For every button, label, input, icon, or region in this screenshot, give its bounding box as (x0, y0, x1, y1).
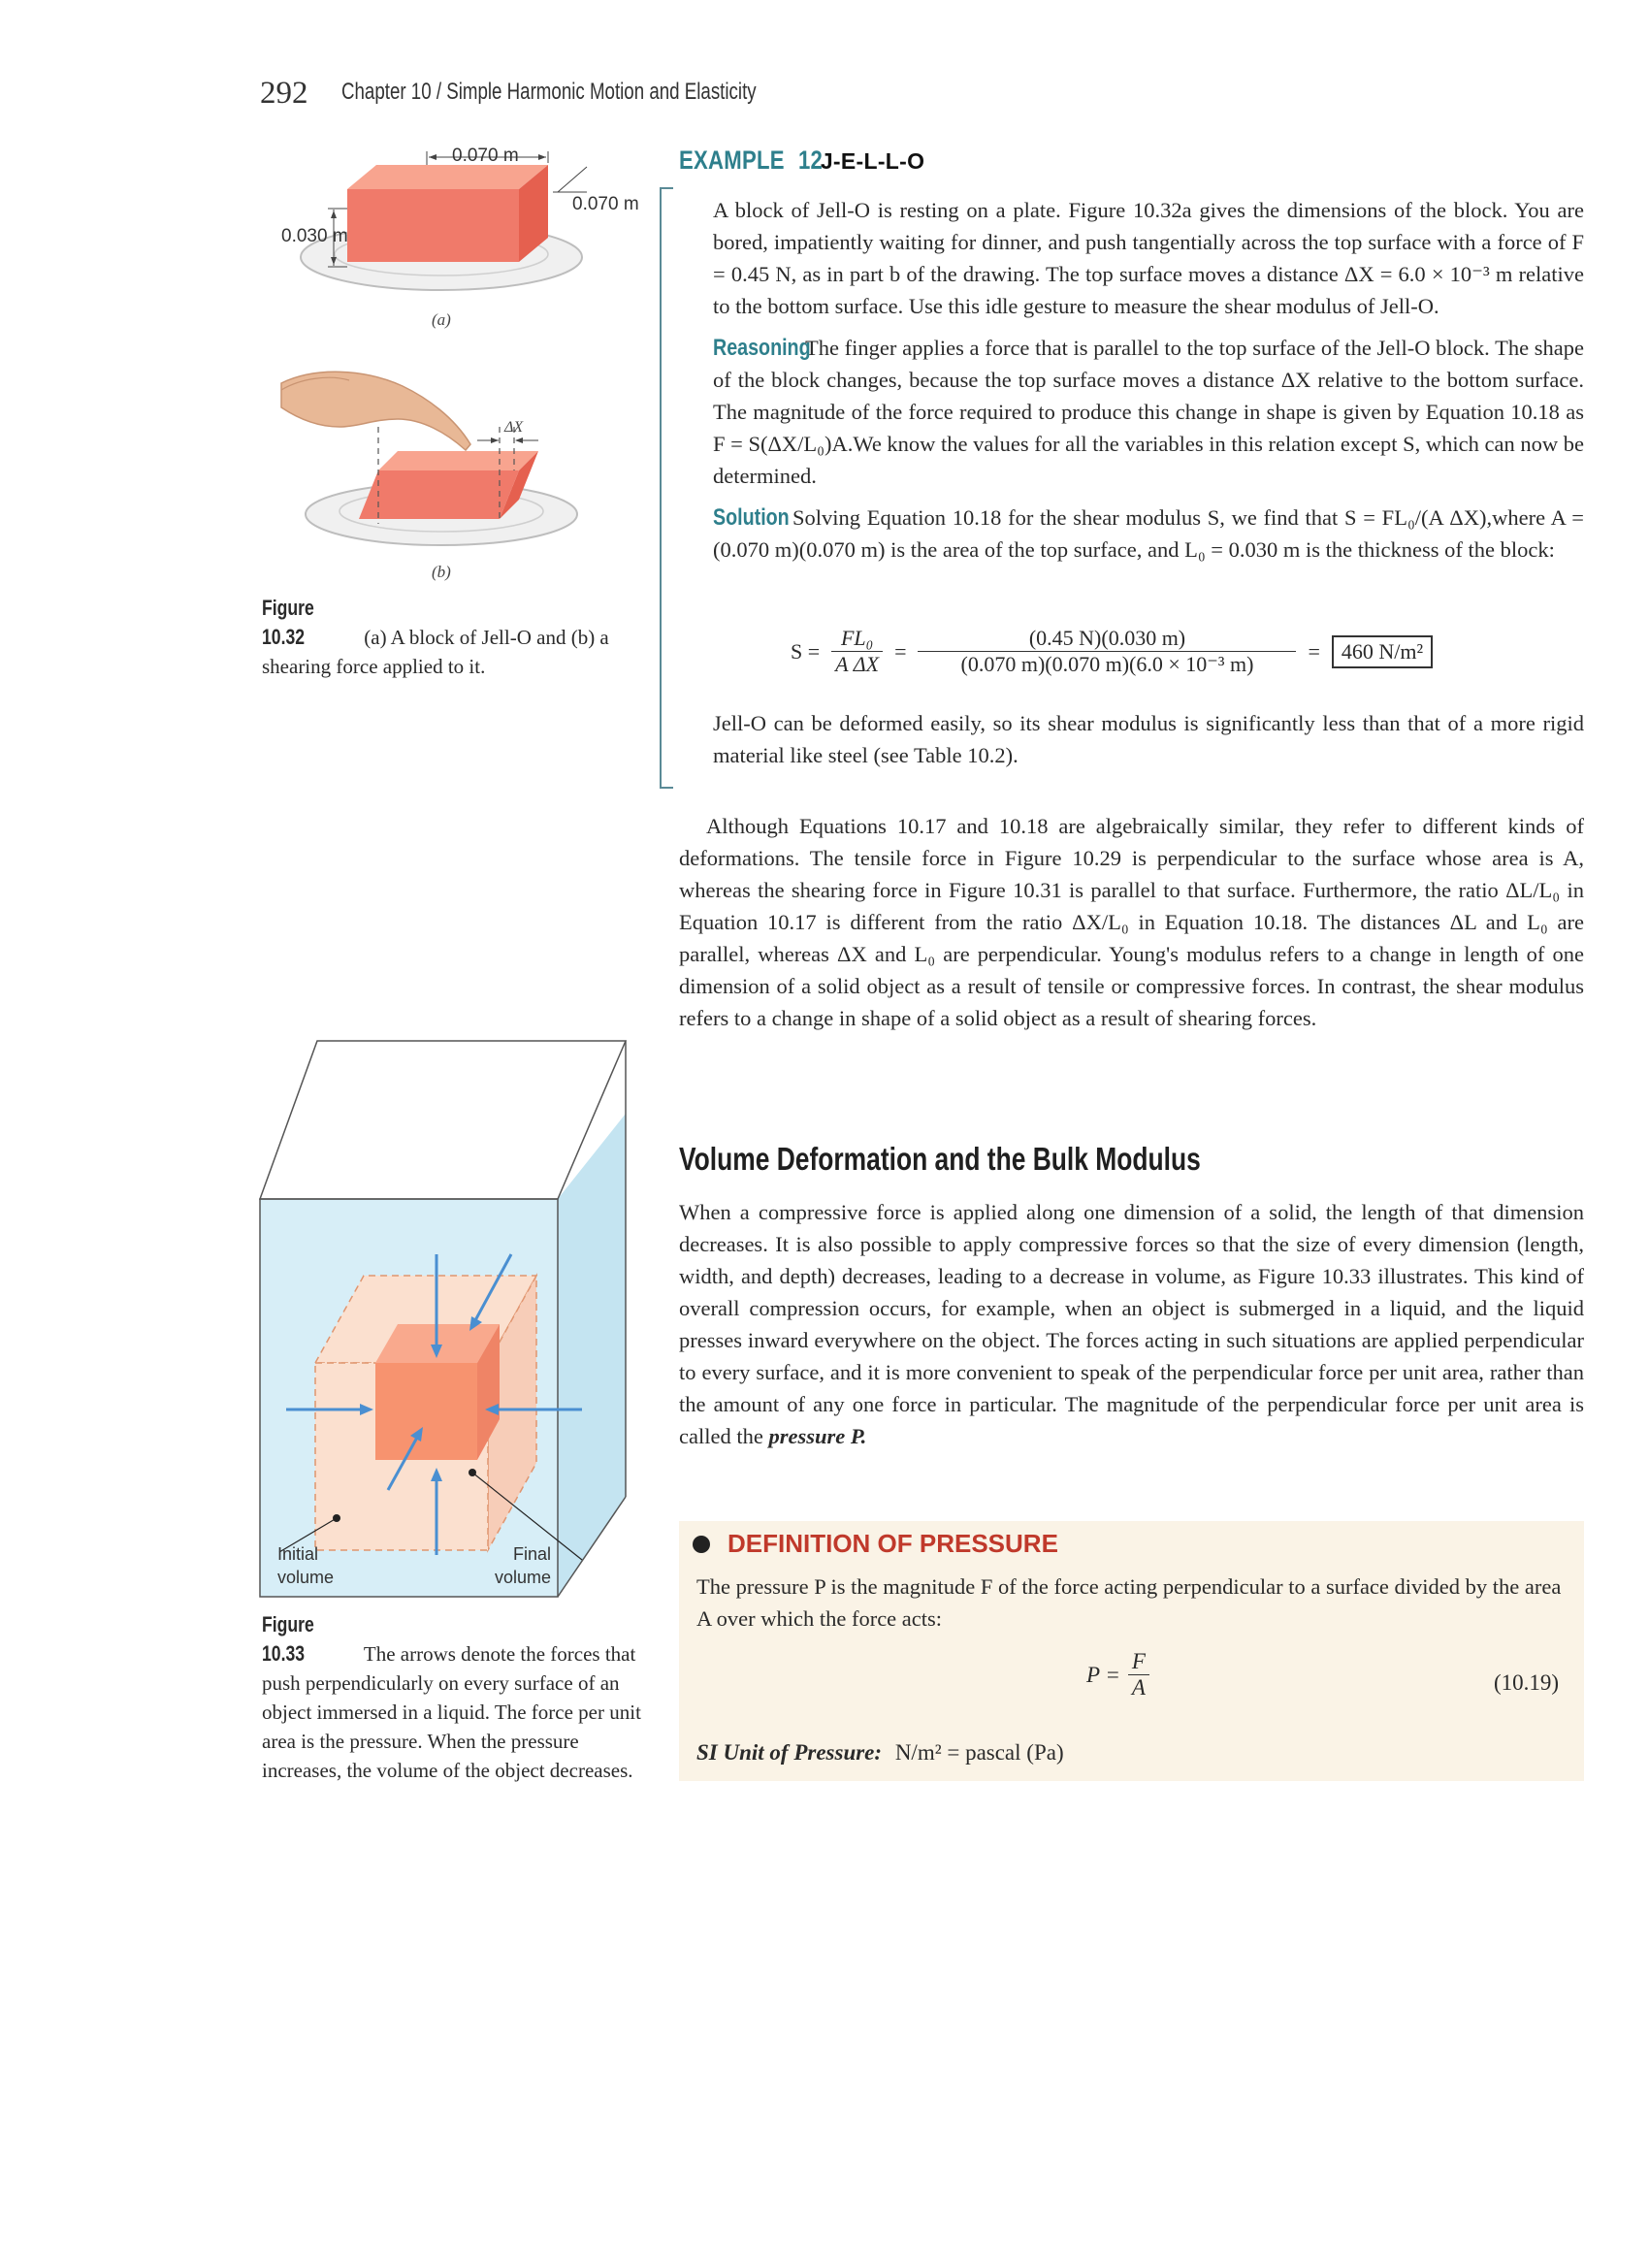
example-name: J-E-L-L-O (820, 148, 925, 174)
figure-10-33-drawing (257, 1036, 640, 1608)
si-unit-line: SI Unit of Pressure: N/m² = pascal (Pa) (696, 1740, 1064, 1765)
shear-equation: S = $\frac{\text{FL₀}}{\text{A ΔX}}$ = $\frac{(0.45 N)(0.030 m)}{\text{(0.070 m)(0.070 m)(6.0 × 10⁻³ m)}}$ = 460 N/m² (791, 626, 1433, 677)
result-box: 460 N/m² (1332, 635, 1433, 668)
dim-top-label: 0.070 m (452, 146, 519, 166)
paragraph-deformation-comparison: Although Equations 10.17 and 10.18 are algebraically similar, they refer to different kinds of deformations. The tensile force in Figure 10.29 is perpendicular to the surface whose area is A, whereas the shearing force in Figure 10.31 is parallel to that surface. Furthermore, the ratio ΔL/L₀ in Equation 10.17 is different from the ratio ΔX/L₀ in Equation 10.18. The distances ΔL and L₀ are parallel, whereas ΔX and L₀ are perpendicular. Young's modulus refers to a change in length of one dimension of a solid object as a result of tensile or compressive forces. In contrast, the shear modulus refers to a change in shape of a solid object as a result of shearing forces. (679, 814, 1584, 1030)
equation-number: (10.19) (1494, 1670, 1560, 1695)
example-solution: Solution Solving Equation 10.18 for the shear modulus S, we find that S = FL₀/(A ΔX),where A = (0.070 m)(0.070 m) is the area of the top surface, and L₀ = 0.030 m is the thickness of the block: (713, 504, 1584, 562)
caption-label: Figure 10.33 (262, 1612, 314, 1666)
caption-text: (a) A block of Jell-O and (b) a shearing force applied to it. (262, 626, 609, 678)
bullet-dot (693, 1536, 710, 1553)
definition-text: The pressure P is the magnitude F of the force acting perpendicular to a surface divided by the area A over which the force acts: (696, 1574, 1562, 1631)
example-body (713, 194, 1584, 566)
page-number: 292 (260, 76, 308, 111)
example-bracket (660, 187, 673, 789)
delta-x-label: ΔX (504, 419, 524, 436)
example-intro: A block of Jell-O is resting on a plate. Figure 10.32a gives the dimensions of the block. You are bored, impatiently waiting for dinner, and push tangentially across the top surface with a force of F = 0.45 N, as in part b of the drawing. The top surface moves a distance ΔX = 6.0 × 10⁻³ m relative to the bottom surface. Use this idle gesture to measure the shear modulus of Jell-O. (713, 198, 1584, 318)
example-reasoning: ReasoningThe finger applies a force that is parallel to the top surface of the Jell-O block. The shape of the block changes, because the top surface moves a distance ΔX relative to the bottom surface. The magnitude of the force required to produce this change in shape is given by Equation 10.18 as F = S(ΔX/L₀)A.We know the values for all the variables in this relation except S, which can now be determined. (713, 335, 1584, 488)
pressure-term: pressure P. (768, 1424, 867, 1448)
final-volume-label: Final volume (494, 1544, 551, 1587)
paragraph-bulk-intro: When a compressive force is applied along one dimension of a solid, the length of that dimension decreases. It is also possible to apply compressive forces so that the size of every dimension (length, width, and depth) decreases, leading to a decrease in volume, as Figure 10.33 illustrates. This kind of overall compression occurs, for example, when an object is submerged in a liquid, and the liquid presses inward everywhere on the object. The forces acting in such situations are applied perpendicular to every surface, and it is more convenient to speak of the perpendicular force per unit area, rather than the amount of any one force in particular. The magnitude of the perpendicular force per unit area is called the pressure P. (679, 1200, 1584, 1448)
figure-label-b: (b) (432, 563, 451, 581)
pressure-equation: P = $\frac{F}{A}$ (1086, 1649, 1149, 1701)
example-title: EXAMPLE 12 J-E-L-L-O (679, 146, 925, 175)
chapter-header: Chapter 10 / Simple Harmonic Motion and Elasticity (341, 79, 757, 105)
caption-label: Figure 10.32 (262, 596, 314, 649)
example-conclusion: Jell-O can be deformed easily, so its shear modulus is significantly less than that of a more rigid material like steel (see Table 10.2). (713, 711, 1584, 767)
section-title: Volume Deformation and the Bulk Modulus (679, 1141, 1201, 1177)
figure-10-33-caption (262, 1610, 645, 1785)
dim-side-label: 0.070 m (572, 194, 639, 214)
initial-volume-label: Initial volume (277, 1544, 335, 1587)
caption-text: The arrows denote the forces that push perpendicularly on every surface of an object immersed in a liquid. The force per unit area is the pressure. When the pressure increases, the volume of the object decreases. (262, 1642, 641, 1782)
dim-height-label: 0.030 m (281, 226, 348, 246)
figure-10-32-caption (262, 594, 640, 681)
definition-title: DEFINITION OF PRESSURE (728, 1529, 1058, 1558)
figure-label-a: (a) (432, 310, 451, 329)
